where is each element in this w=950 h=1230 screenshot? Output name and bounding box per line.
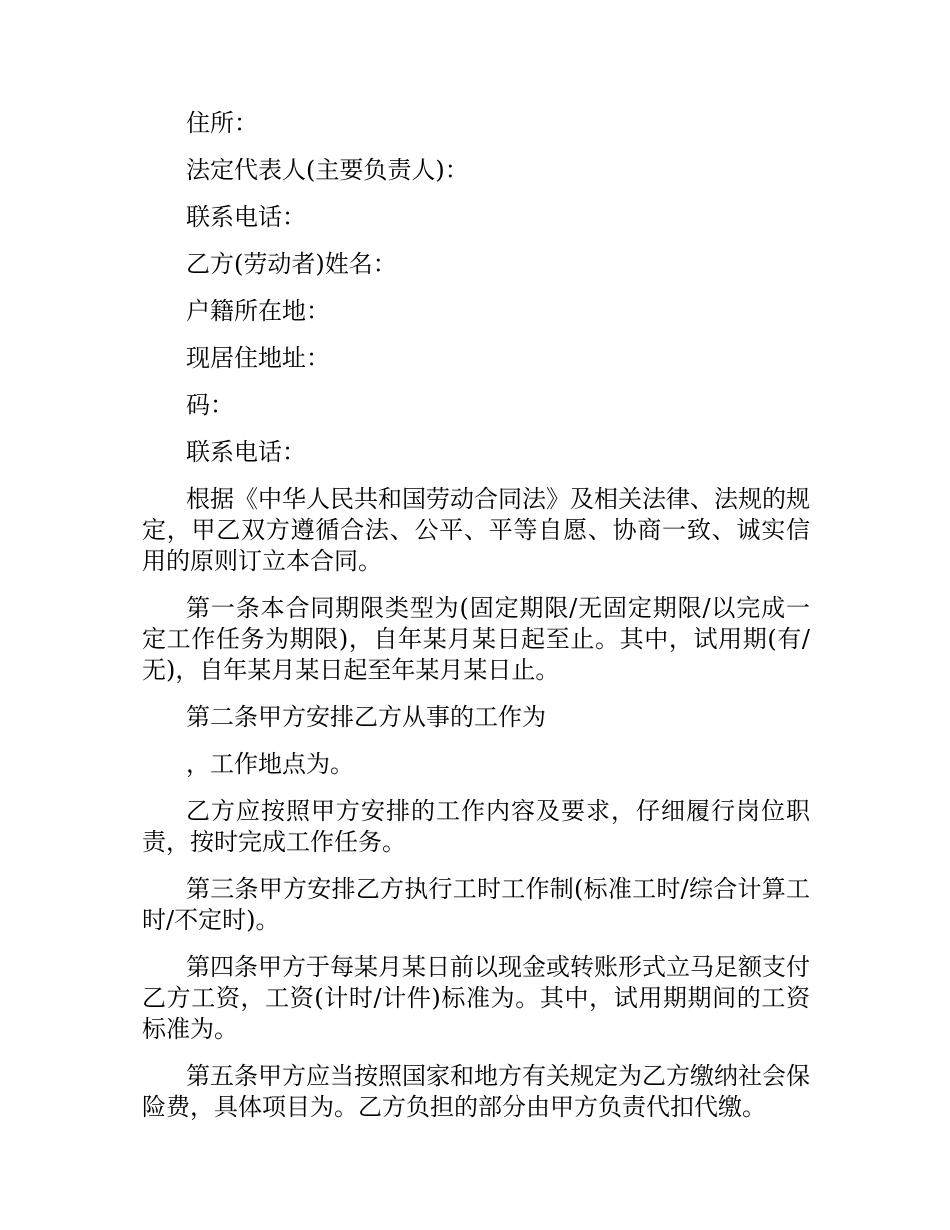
field-code: 码： (186, 391, 234, 419)
paragraph-duties: 乙方应按照甲方安排的工作内容及要求，仔细履行岗位职责，按时完成工作任务。 (142, 797, 810, 856)
paragraph-article-4: 第四条甲方于每某月某日前以现金或转账形式立马足额支付乙方工资，工资(计时/计件)标准为。其中，试用期期间的工资标准为。 (142, 953, 810, 1043)
paragraph-preamble: 根据《中华人民共和国劳动合同法》及相关法律、法规的规定，甲乙双方遵循合法、公平、平等自愿、协商一致、诚实信用的原则订立本合同。 (142, 485, 810, 575)
paragraph-article-1: 第一条本合同期限类型为(固定期限/无固定期限/以完成一定工作任务为期限)，自年某月某日起至止。其中，试用期(有/无)，自年某月某日起至年某月某日止。 (142, 594, 810, 684)
paragraph-work-location: ，工作地点为。 (186, 750, 354, 778)
document-body (142, 108, 810, 1139)
paragraph-article-3: 第三条甲方安排乙方执行工时工作制(标准工时/综合计算工时/不定时)。 (142, 875, 810, 934)
field-household-registration: 户籍所在地： (186, 297, 330, 325)
field-legal-representative: 法定代表人(主要负责人)： (186, 156, 469, 184)
field-party-b-name: 乙方(劳动者)姓名： (186, 250, 397, 278)
field-current-address: 现居住地址： (186, 344, 330, 372)
field-address: 住所： (186, 109, 258, 137)
field-party-b-phone: 联系电话： (186, 438, 306, 466)
paragraph-article-5: 第五条甲方应当按照国家和地方有关规定为乙方缴纳社会保险费，具体项目为。乙方负担的部分由甲方负责代扣代缴。 (142, 1062, 810, 1121)
field-party-a-phone: 联系电话： (186, 203, 306, 231)
paragraph-article-2: 第二条甲方安排乙方从事的工作为 (186, 703, 546, 731)
